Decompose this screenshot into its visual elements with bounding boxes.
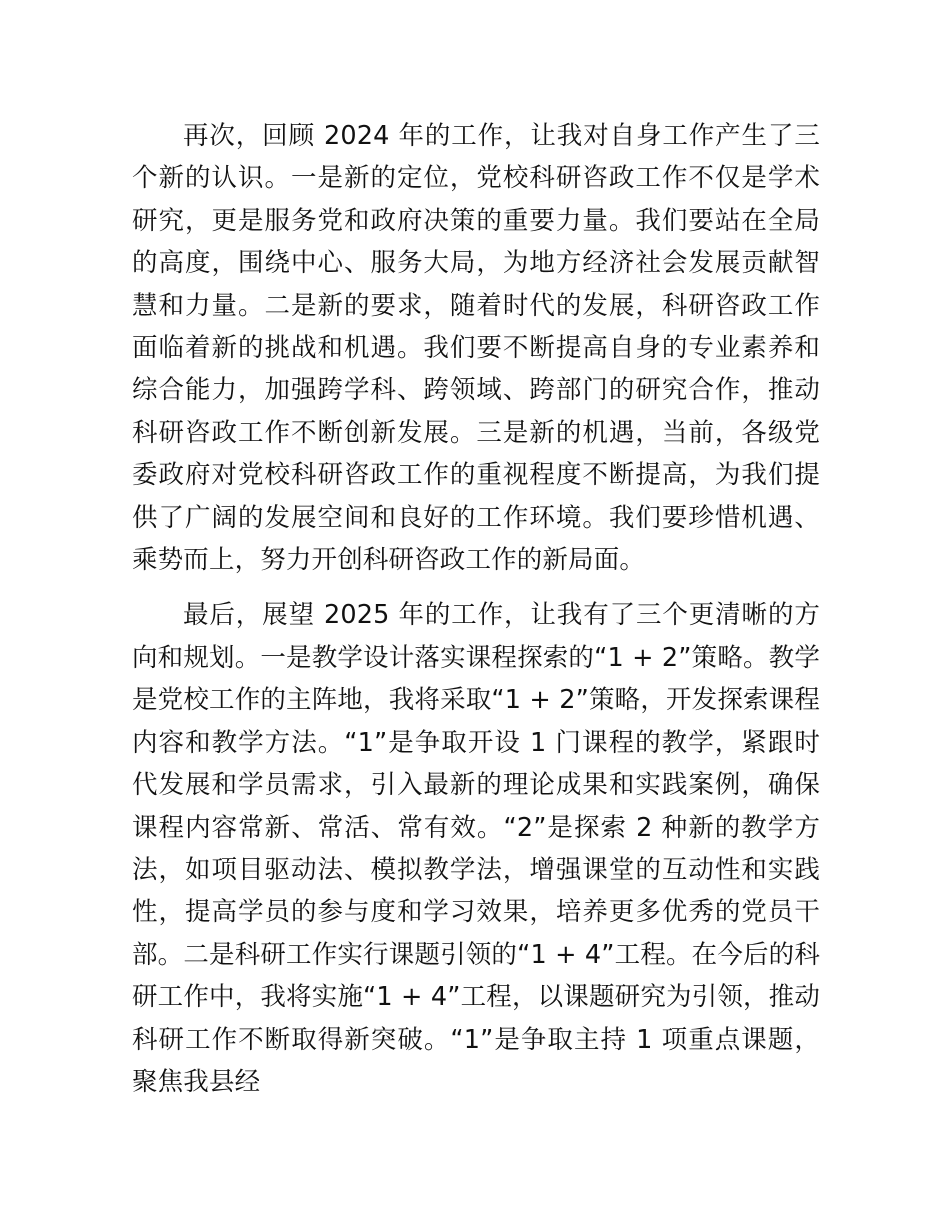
paragraph-review-2024: 再次，回顾 2024 年的工作，让我对自身工作产生了三个新的认识。一是新的定位，党校科研咨政工作不仅是学术研究，更是服务党和政府决策的重要力量。我们要站在全局的高度，围绕中心、服务大局，为地方经济社会发展贡献智慧和力量。二是新的要求，随着时代的发展，科研咨政工作面临着新的挑战和机遇。我们要不断提高自身的专业素养和综合能力，加强跨学科、跨领域、跨部门的研究合作，推动科研咨政工作不断创新发展。三是新的机遇，当前，各级党委政府对党校科研咨政工作的重视程度不断提高，为我们提供了广阔的发展空间和良好的工作环境。我们要珍惜机遇、乘势而上，努力开创科研咨政工作的新局面。 [132, 121, 820, 576]
paragraph-outlook-2025: 最后，展望 2025 年的工作，让我有了三个更清晰的方向和规划。一是教学设计落实课程探索的“1 + 2”策略。教学是党校工作的主阵地，我将采取“1 + 2”策略，开发探索课程内容和教学方法。“1”是争取开设 1 门课程的教学，紧跟时代发展和学员需求，引入最新的理论成果和实践案例，确保课程内容常新、常活、常有效。“2”是探索 2 种新的教学方法，如项目驱动法、模拟教学法，增强课堂的互动性和实践性，提高学员的参与度和学习效果，培养更多优秀的党员干部。二是科研工作实行课题引领的“1 + 4”工程。在今后的科研工作中，我将实施“1 + 4”工程，以课题研究为引领，推动科研工作不断取得新突破。“1”是争取主持 1 项重点课题，聚焦我县经 [132, 600, 820, 1097]
document-body [132, 115, 820, 1103]
